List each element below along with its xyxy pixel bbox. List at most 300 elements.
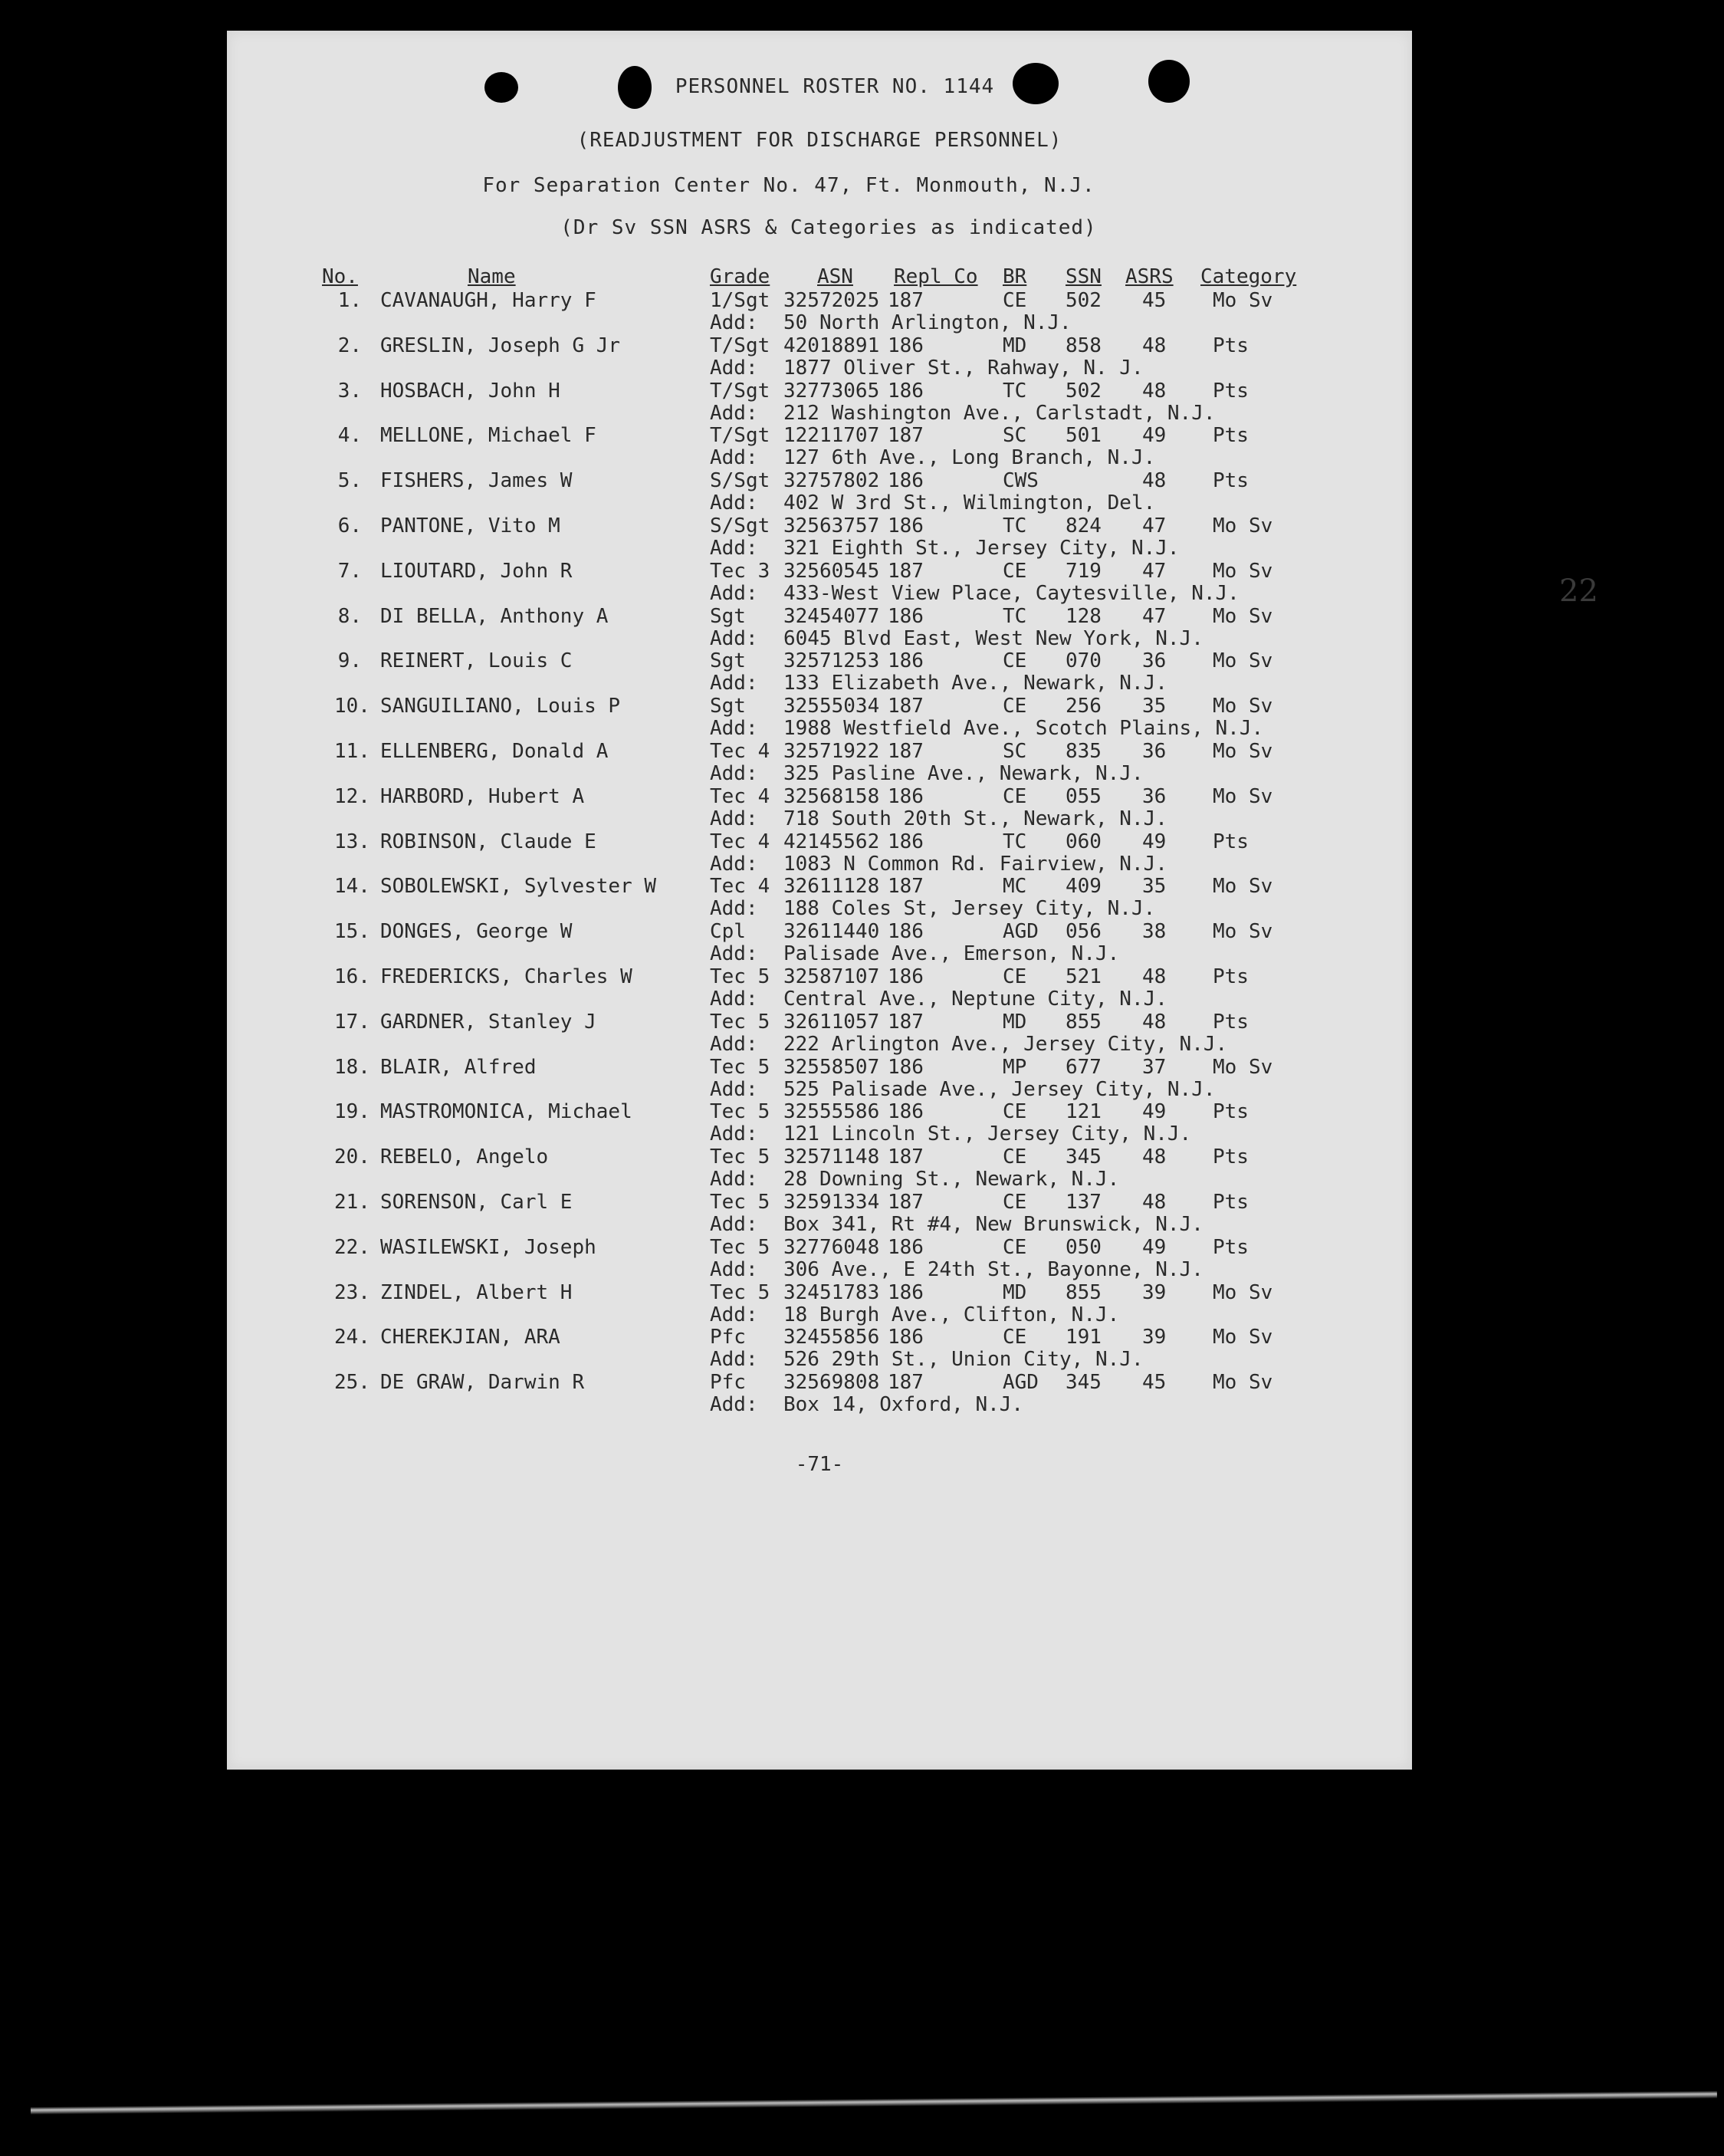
table-row [227,1145,1412,1190]
row-category: Pts [1213,1100,1249,1124]
row-grade: Sgt [710,604,746,628]
row-repl-co: 186 [888,604,924,628]
row-name: CAVANAUGH, Harry F [380,289,596,312]
row-ssn: 855 [1066,1280,1102,1304]
row-asn: 32454077 [783,604,880,628]
row-category: Pts [1213,379,1249,403]
row-name: WASILEWSKI, Joseph [380,1235,596,1259]
row-name: MASTROMONICA, Michael [380,1100,632,1124]
row-asrs: 48 [1142,965,1167,988]
row-asn: 32555586 [783,1100,880,1124]
row-grade: Tec 5 [710,1235,770,1259]
row-ssn: 055 [1066,784,1102,808]
table-row [227,649,1412,694]
address-label: Add: [710,1168,758,1191]
row-repl-co: 186 [888,334,924,357]
row-number: 16. [334,965,370,988]
row-branch: TC [1003,604,1027,628]
row-number: 1. [337,289,362,312]
row-asrs: 49 [1142,424,1167,448]
table-row [227,514,1412,559]
row-address: 402 W 3rd St., Wilmington, Del. [783,491,1156,515]
row-grade: Sgt [710,649,746,673]
row-grade: T/Sgt [710,379,770,403]
page-number: -71- [795,1453,844,1476]
row-grade: Tec 4 [710,740,770,763]
row-address: 212 Washington Ave., Carlstadt, N.J. [783,401,1216,425]
row-name: DI BELLA, Anthony A [380,604,609,628]
row-ssn: 835 [1066,740,1102,763]
row-name: FISHERS, James W [380,469,573,493]
row-address: 127 6th Ave., Long Branch, N.J. [783,446,1156,470]
table-row [227,1236,1412,1280]
row-asrs: 48 [1142,334,1167,357]
row-asn: 42145562 [783,830,880,853]
row-category: Mo Sv [1213,920,1273,944]
row-branch: AGD [1003,920,1039,944]
row-category: Pts [1213,965,1249,988]
margin-annotation: 22 [1559,574,1598,609]
row-branch: MP [1003,1055,1027,1079]
row-grade: Tec 3 [710,559,770,583]
row-grade: T/Sgt [710,334,770,357]
row-asrs: 39 [1142,1326,1167,1349]
row-category: Pts [1213,334,1249,357]
row-address: Box 14, Oxford, N.J. [783,1393,1024,1417]
address-label: Add: [710,942,758,966]
row-ssn: 256 [1066,695,1102,718]
row-address: 306 Ave., E 24th St., Bayonne, N.J. [783,1257,1204,1281]
row-asn: 32571148 [783,1145,880,1169]
row-branch: MC [1003,875,1027,899]
row-ssn: 121 [1066,1100,1102,1124]
row-number: 13. [334,830,370,853]
row-repl-co: 186 [888,830,924,853]
row-branch: CE [1003,1235,1027,1259]
row-address: 1083 N Common Rd. Fairview, N.J. [783,852,1167,876]
address-label: Add: [710,988,758,1011]
row-address: 526 29th St., Union City, N.J. [783,1348,1144,1372]
address-label: Add: [710,672,758,695]
row-repl-co: 187 [888,1010,924,1034]
row-address: 133 Elizabeth Ave., Newark, N.J. [783,672,1167,695]
row-category: Pts [1213,1145,1249,1169]
row-repl-co: 186 [888,965,924,988]
row-repl-co: 186 [888,514,924,537]
row-category: Pts [1213,830,1249,853]
row-number: 7. [337,559,362,583]
separation-center: For Separation Center No. 47, Ft. Monmouth, N.J. [482,174,1095,197]
row-category: Pts [1213,1235,1249,1259]
row-address: 18 Burgh Ave., Clifton, N.J. [783,1303,1120,1326]
row-branch: SC [1003,740,1027,763]
row-branch: TC [1003,379,1027,403]
row-branch: CE [1003,1326,1027,1349]
row-repl-co: 187 [888,875,924,899]
row-address: Palisade Ave., Emerson, N.J. [783,942,1120,966]
row-category: Mo Sv [1213,289,1273,312]
row-asrs: 35 [1142,875,1167,899]
address-label: Add: [710,1303,758,1326]
row-category: Mo Sv [1213,784,1273,808]
row-category: Mo Sv [1213,1055,1273,1079]
row-asn: 32611440 [783,920,880,944]
row-asn: 32558507 [783,1055,880,1079]
row-category: Mo Sv [1213,514,1273,537]
address-label: Add: [710,1077,758,1101]
row-address: 188 Coles St, Jersey City, N.J. [783,897,1156,921]
row-asrs: 47 [1142,604,1167,628]
row-asrs: 49 [1142,1235,1167,1259]
row-address: 433-West View Place, Caytesville, N.J. [783,581,1240,605]
table-row [227,695,1412,739]
col-header-repl-co: Repl Co [894,265,978,288]
row-address: Central Ave., Neptune City, N.J. [783,988,1167,1011]
row-name: CHEREKJIAN, ARA [380,1326,560,1349]
row-ssn: 719 [1066,559,1102,583]
address-label: Add: [710,1348,758,1372]
row-grade: Tec 5 [710,965,770,988]
row-category: Mo Sv [1213,649,1273,673]
row-branch: CE [1003,559,1027,583]
address-label: Add: [710,1257,758,1281]
row-branch: TC [1003,514,1027,537]
table-row [227,424,1412,468]
row-repl-co: 187 [888,1371,924,1395]
row-ssn: 409 [1066,875,1102,899]
row-number: 22. [334,1235,370,1259]
row-name: GRESLIN, Joseph G Jr [380,334,621,357]
table-row [227,785,1412,830]
row-category: Mo Sv [1213,1326,1273,1349]
row-ssn: 521 [1066,965,1102,988]
table-row [227,1100,1412,1145]
row-grade: T/Sgt [710,424,770,448]
row-address: 50 North Arlington, N.J. [783,311,1072,334]
row-asrs: 36 [1142,784,1167,808]
row-ssn: 137 [1066,1191,1102,1214]
table-row [227,1281,1412,1326]
col-header-asn: ASN [817,265,853,288]
row-grade: Tec 5 [710,1055,770,1079]
address-label: Add: [710,356,758,380]
row-ssn: 855 [1066,1010,1102,1034]
row-grade: Tec 5 [710,1280,770,1304]
address-label: Add: [710,491,758,515]
row-asn: 32587107 [783,965,880,988]
table-row [227,380,1412,424]
row-branch: CE [1003,1145,1027,1169]
row-name: REBELO, Angelo [380,1145,549,1169]
row-asn: 32591334 [783,1191,880,1214]
row-name: HOSBACH, John H [380,379,560,403]
row-repl-co: 187 [888,695,924,718]
address-label: Add: [710,852,758,876]
row-number: 17. [334,1010,370,1034]
row-address: 321 Eighth St., Jersey City, N.J. [783,537,1180,560]
row-repl-co: 187 [888,1145,924,1169]
row-number: 25. [334,1371,370,1395]
row-name: PANTONE, Vito M [380,514,560,537]
row-ssn: 060 [1066,830,1102,853]
row-grade: Tec 4 [710,875,770,899]
row-repl-co: 186 [888,649,924,673]
row-number: 9. [337,649,362,673]
col-header-no: No. [322,265,358,288]
row-address: 525 Palisade Ave., Jersey City, N.J. [783,1077,1216,1101]
row-asn: 32571922 [783,740,880,763]
row-ssn: 056 [1066,920,1102,944]
col-header-br: BR [1003,265,1027,288]
table-row [227,560,1412,604]
row-branch: CE [1003,1191,1027,1214]
row-name: LIOUTARD, John R [380,559,573,583]
row-category: Mo Sv [1213,559,1273,583]
row-asn: 32571253 [783,649,880,673]
row-name: REINERT, Louis C [380,649,573,673]
row-asn: 32773065 [783,379,880,403]
row-category: Pts [1213,469,1249,493]
row-branch: MD [1003,1280,1027,1304]
row-name: SANGUILIANO, Louis P [380,695,621,718]
row-number: 4. [337,424,362,448]
row-number: 2. [337,334,362,357]
document-page [227,31,1598,1770]
row-grade: Tec 5 [710,1010,770,1034]
row-repl-co: 186 [888,1100,924,1124]
row-address: 6045 Blvd East, West New York, N.J. [783,626,1204,650]
row-address: 28 Downing St., Newark, N.J. [783,1168,1120,1191]
table-row [227,289,1412,334]
row-asrs: 48 [1142,1145,1167,1169]
row-repl-co: 186 [888,920,924,944]
address-label: Add: [710,581,758,605]
table-row [227,965,1412,1010]
row-number: 12. [334,784,370,808]
row-name: HARBORD, Hubert A [380,784,585,808]
row-name: MELLONE, Michael F [380,424,596,448]
row-category: Pts [1213,1010,1249,1034]
row-grade: Cpl [710,920,746,944]
document-subtitle: (READJUSTMENT FOR DISCHARGE PERSONNEL) [576,129,1062,152]
row-repl-co: 187 [888,289,924,312]
row-asrs: 39 [1142,1280,1167,1304]
row-address: 222 Arlington Ave., Jersey City, N.J. [783,1032,1228,1056]
row-branch: MD [1003,334,1027,357]
row-branch: CE [1003,289,1027,312]
row-number: 20. [334,1145,370,1169]
col-header-asrs: ASRS [1125,265,1174,288]
row-name: FREDERICKS, Charles W [380,965,632,988]
row-asrs: 45 [1142,289,1167,312]
row-repl-co: 187 [888,740,924,763]
row-branch: CE [1003,784,1027,808]
row-branch: CE [1003,649,1027,673]
col-header-name: Name [468,265,516,288]
row-branch: SC [1003,424,1027,448]
row-category: Pts [1213,424,1249,448]
row-asn: 32451783 [783,1280,880,1304]
row-branch: MD [1003,1010,1027,1034]
row-asrs: 49 [1142,830,1167,853]
table-row [227,920,1412,965]
row-ssn: 050 [1066,1235,1102,1259]
address-label: Add: [710,446,758,470]
row-grade: Pfc [710,1326,746,1349]
row-name: ZINDEL, Albert H [380,1280,573,1304]
row-grade: Tec 4 [710,830,770,853]
address-label: Add: [710,537,758,560]
row-repl-co: 187 [888,559,924,583]
col-header-ssn: SSN [1066,265,1102,288]
row-asn: 32560545 [783,559,880,583]
row-number: 8. [337,604,362,628]
row-number: 21. [334,1191,370,1214]
row-name: SOBOLEWSKI, Sylvester W [380,875,657,899]
row-ssn: 345 [1066,1371,1102,1395]
categories-note: (Dr Sv SSN ASRS & Categories as indicated) [560,216,1097,239]
address-label: Add: [710,807,758,830]
row-number: 24. [334,1326,370,1349]
table-row [227,1011,1412,1055]
table-row [227,605,1412,649]
row-address: 121 Lincoln St., Jersey City, N.J. [783,1122,1192,1146]
row-grade: S/Sgt [710,514,770,537]
row-category: Mo Sv [1213,875,1273,899]
row-asn: 32757802 [783,469,880,493]
row-name: BLAIR, Alfred [380,1055,537,1079]
row-address: 1877 Oliver St., Rahway, N. J. [783,356,1144,380]
row-branch: TC [1003,830,1027,853]
table-row [227,1371,1412,1415]
row-repl-co: 186 [888,1055,924,1079]
row-name: SORENSON, Carl E [380,1191,573,1214]
row-name: DONGES, George W [380,920,573,944]
row-name: GARDNER, Stanley J [380,1010,596,1034]
table-row [227,1191,1412,1235]
row-repl-co: 186 [888,1235,924,1259]
row-number: 23. [334,1280,370,1304]
row-grade: 1/Sgt [710,289,770,312]
row-asn: 32611057 [783,1010,880,1034]
row-asn: 42018891 [783,334,880,357]
row-branch: CE [1003,695,1027,718]
row-asn: 12211707 [783,424,880,448]
row-asrs: 48 [1142,1191,1167,1214]
row-grade: Tec 5 [710,1191,770,1214]
address-label: Add: [710,311,758,334]
row-number: 10. [334,695,370,718]
row-number: 19. [334,1100,370,1124]
table-row [227,875,1412,919]
address-label: Add: [710,762,758,785]
row-number: 11. [334,740,370,763]
row-number: 15. [334,920,370,944]
row-category: Mo Sv [1213,1371,1273,1395]
row-asn: 32776048 [783,1235,880,1259]
row-asn: 32569808 [783,1371,880,1395]
row-asrs: 47 [1142,559,1167,583]
row-address: 718 South 20th St., Newark, N.J. [783,807,1167,830]
row-asn: 32563757 [783,514,880,537]
table-row [227,1056,1412,1100]
row-asrs: 37 [1142,1055,1167,1079]
row-grade: Pfc [710,1371,746,1395]
row-asrs: 48 [1142,469,1167,493]
row-asrs: 36 [1142,649,1167,673]
row-repl-co: 187 [888,1191,924,1214]
table-row [227,830,1412,875]
col-header-grade: Grade [710,265,770,288]
row-asrs: 38 [1142,920,1167,944]
address-label: Add: [710,626,758,650]
row-grade: Sgt [710,695,746,718]
row-number: 5. [337,469,362,493]
row-asrs: 48 [1142,379,1167,403]
address-label: Add: [710,1213,758,1236]
row-ssn: 070 [1066,649,1102,673]
address-label: Add: [710,897,758,921]
row-address: 1988 Westfield Ave., Scotch Plains, N.J. [783,717,1264,741]
table-row [227,334,1412,379]
row-asn: 32555034 [783,695,880,718]
table-row [227,469,1412,514]
row-asn: 32568158 [783,784,880,808]
row-address: Box 341, Rt #4, New Brunswick, N.J. [783,1213,1204,1236]
row-ssn: 824 [1066,514,1102,537]
row-grade: S/Sgt [710,469,770,493]
row-repl-co: 186 [888,784,924,808]
row-ssn: 501 [1066,424,1102,448]
row-number: 3. [337,379,362,403]
row-ssn: 502 [1066,379,1102,403]
row-name: DE GRAW, Darwin R [380,1371,585,1395]
address-label: Add: [710,1122,758,1146]
row-ssn: 191 [1066,1326,1102,1349]
row-asrs: 45 [1142,1371,1167,1395]
row-branch: CWS [1003,469,1039,493]
row-category: Mo Sv [1213,695,1273,718]
row-number: 14. [334,875,370,899]
row-ssn: 502 [1066,289,1102,312]
row-ssn: 128 [1066,604,1102,628]
row-category: Mo Sv [1213,740,1273,763]
row-asrs: 48 [1142,1010,1167,1034]
row-number: 6. [337,514,362,537]
address-label: Add: [710,1032,758,1056]
row-branch: CE [1003,1100,1027,1124]
row-grade: Tec 4 [710,784,770,808]
row-repl-co: 186 [888,1326,924,1349]
address-label: Add: [710,717,758,741]
row-grade: Tec 5 [710,1145,770,1169]
row-ssn: 677 [1066,1055,1102,1079]
row-asrs: 47 [1142,514,1167,537]
row-repl-co: 186 [888,379,924,403]
col-header-category: Category [1200,265,1297,288]
row-name: ROBINSON, Claude E [380,830,596,853]
row-repl-co: 186 [888,1280,924,1304]
row-asn: 32572025 [783,289,880,312]
row-number: 18. [334,1055,370,1079]
address-label: Add: [710,401,758,425]
row-repl-co: 187 [888,424,924,448]
row-asrs: 36 [1142,740,1167,763]
row-asn: 32611128 [783,875,880,899]
row-ssn: 858 [1066,334,1102,357]
row-asrs: 35 [1142,695,1167,718]
row-category: Mo Sv [1213,604,1273,628]
